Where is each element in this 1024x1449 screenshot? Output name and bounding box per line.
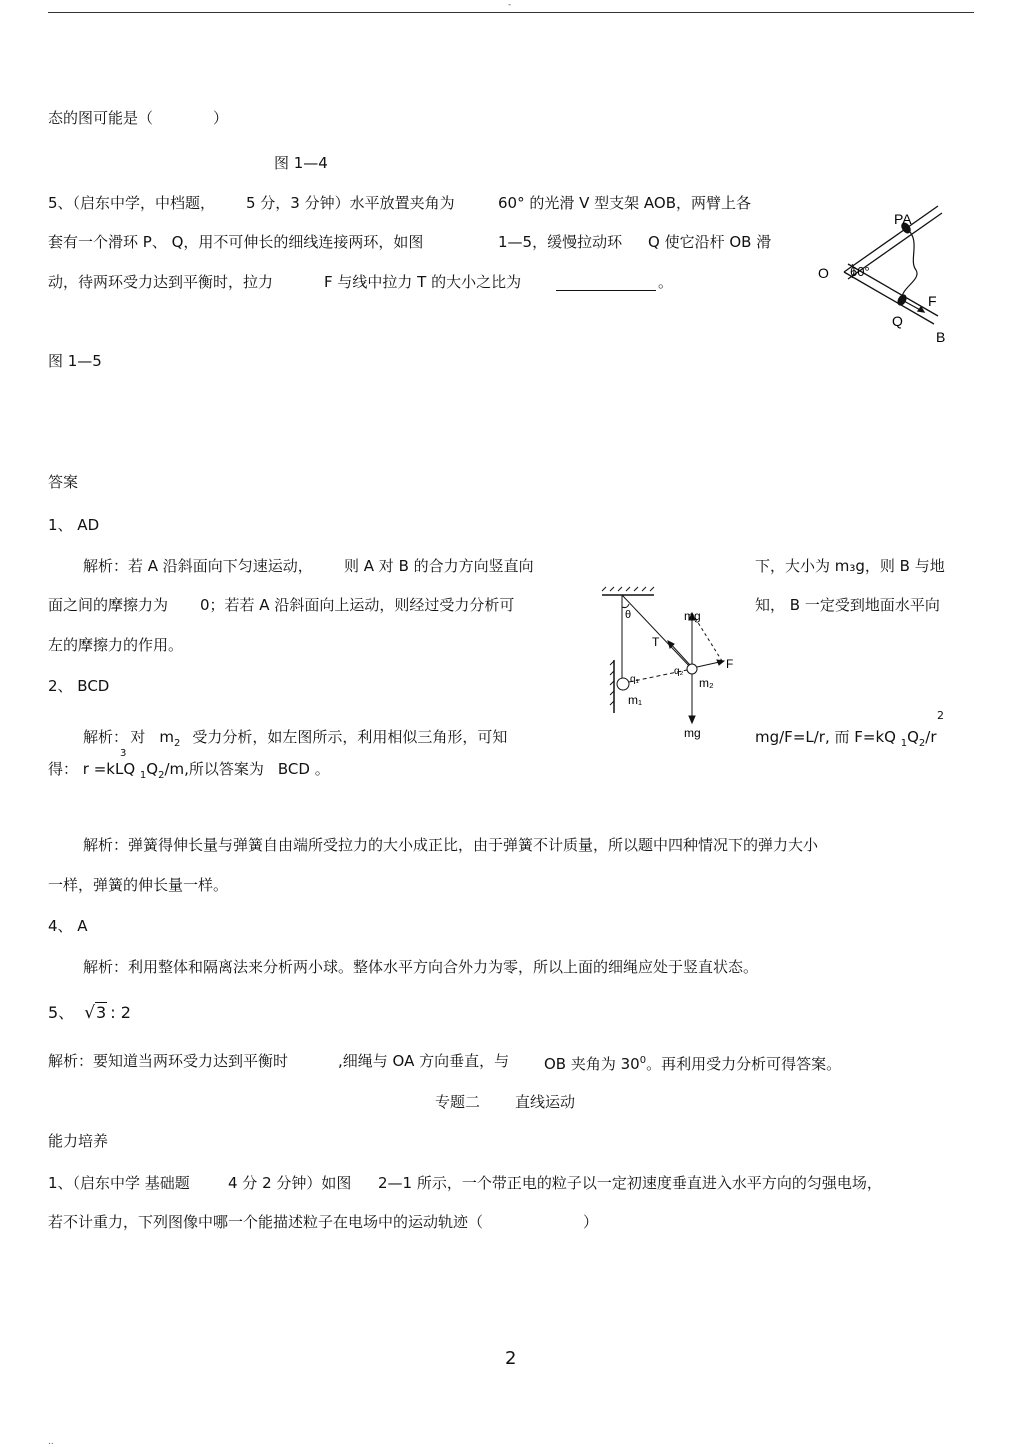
a2-exp-l2: [48, 760, 330, 785]
a2-exp-l2sub1: 1: [139, 770, 147, 781]
a5-exp-cd: [544, 1052, 841, 1073]
section2-title-a: 专题二: [435, 1093, 481, 1111]
a2-exp-l1sub: 3: [120, 748, 127, 759]
a1-exp-l2c: 知， B 一定受到地面水平向: [755, 596, 940, 614]
label-t: T: [652, 635, 660, 649]
a2-exp-l1esub: 2: [918, 738, 926, 749]
label-m2: m₂: [699, 676, 714, 690]
q4-text: 态的图可能是（: [48, 109, 154, 127]
a2-exp-l1f: /r: [925, 728, 937, 746]
a5-exp-d: 。再利用受力分析可得答案。: [646, 1055, 842, 1073]
label-m1: m₁: [628, 693, 643, 707]
section2-title-b: 直线运动: [515, 1093, 576, 1111]
q5-line2a: 套有一个滑环 P、 Q，用不可伸长的细线连接两环，如图: [48, 233, 424, 251]
label-b: B: [936, 329, 946, 345]
a2-exp-l1c: 受力分析，如左图所示，利用相似三角形，可知: [192, 728, 508, 746]
a1-exp-l2a: 面之间的摩擦力为: [48, 596, 169, 614]
a2-exp-l1-right: [755, 728, 937, 753]
answer-blank: [556, 290, 656, 291]
label-q: Q: [892, 313, 903, 329]
a3-exp-l2: 一样，弹簧的伸长量一样。: [48, 876, 229, 894]
label-60: 60°: [850, 264, 870, 279]
a4-exp: 解析：利用整体和隔离法来分析两小球。整体水平方向合外力为零，所以上面的细绳应处于竖直状态。: [83, 958, 759, 976]
s2-q1-l2: [48, 1213, 598, 1231]
q5-line2c: Q 使它沿杆 OB 滑: [648, 233, 772, 251]
header-mark: -: [508, 0, 512, 10]
label-q2: q₂: [674, 666, 684, 677]
header-rule: [48, 12, 974, 13]
a5-exp-a: 解析：要知道当两环受力达到平衡时: [48, 1052, 289, 1070]
figure-pendulum: [596, 585, 756, 745]
fig-1-5-caption: 图 1—5: [48, 352, 102, 370]
a3-exp-l1: 解析：弹簧得伸长量与弹簧自由端所受拉力的大小成正比，由于弹簧不计质量，所以题中四种情况下的弹力大小: [83, 836, 819, 854]
label-q1: q₁: [630, 674, 639, 685]
label-f: F: [928, 293, 937, 309]
a1-exp-l1c: 下，大小为 m₃g，则 B 与地: [755, 557, 945, 575]
a2-exp-l2a: 得： r =kLQ: [48, 760, 140, 778]
q4-line: [48, 109, 228, 127]
a1-exp-l3: 左的摩擦力的作用。: [48, 636, 184, 654]
q5-line3b: F 与线中拉力 T 的大小之比为: [324, 273, 522, 291]
a2-exp-l1a: 解析：: [83, 728, 129, 746]
label-mg-bot: mg: [684, 726, 701, 740]
a1-exp-l1b: 则 A 对 B 的合力方向竖直向: [344, 557, 534, 575]
sqrt-icon: √: [84, 1003, 96, 1023]
label-theta: θ: [625, 609, 632, 621]
a1-exp-l1a: 解析：若 A 沿斜面向下匀速运动，: [83, 557, 313, 575]
figure-1-5: [812, 200, 962, 350]
q5-line1a: 5、（启东中学，中档题，: [48, 194, 216, 212]
label-o: O: [818, 265, 829, 281]
label-mg-top: mg: [684, 609, 701, 623]
a5-sqrt: 3: [96, 1003, 107, 1022]
a5-exp-b: ,细绳与 OA 方向垂直，与: [338, 1052, 510, 1070]
answer-1: 1、 AD: [48, 516, 100, 534]
s2-q1-l2a: 若不计重力，下列图像中哪一个能描述粒子在电场中的运动轨迹（: [48, 1213, 484, 1231]
a2-exp-l2b: Q: [146, 760, 159, 778]
a5-exp-sup: 0: [639, 1055, 647, 1066]
section2-subtitle: 能力培养: [48, 1132, 109, 1150]
answer-2: 2、 BCD: [48, 677, 110, 695]
a2-exp-l1d: mg/F=L/r, 而 F=kQ: [755, 728, 901, 746]
q5-line2b: 1—5，缓慢拉动环: [498, 233, 623, 251]
a2-exp-sup: 2: [937, 709, 944, 722]
a2-exp-l1-left: [83, 728, 507, 763]
page-number: 2: [505, 1348, 517, 1369]
a2-exp-l2c: /m,所以答案为: [164, 760, 264, 778]
a2-exp-m2sub: 2: [174, 738, 181, 749]
s2-q1-l1c: 2—1 所示，一个带正电的粒子以一定初速度垂直进入水平方向的匀强电场，: [378, 1174, 882, 1192]
q4-paren-close: ）: [213, 109, 229, 127]
a2-exp-m2: m: [159, 728, 175, 746]
q5-line1b: 5 分，3 分钟）水平放置夹角为: [246, 194, 455, 212]
a2-exp-l2sub2: 2: [158, 770, 165, 781]
a5-rest: : 2: [110, 1003, 131, 1022]
a2-exp-l1b: 对: [130, 728, 146, 746]
q5-line1c: 60° 的光滑 V 型支架 AOB，两臂上各: [498, 194, 752, 212]
footer-mark: ..: [48, 1437, 54, 1447]
answer-4: 4、 A: [48, 917, 88, 935]
label-f-pend: F: [726, 657, 734, 671]
label-pa: PA: [894, 211, 912, 227]
s2-q1-l1a: 1、（启东中学 基础题: [48, 1174, 190, 1192]
fig-1-4-caption: 图 1—4: [274, 154, 328, 172]
a1-exp-l2b: 0；若若 A 沿斜面向上运动，则经过受力分析可: [200, 596, 515, 614]
a5-num: 5、: [48, 1003, 75, 1022]
answers-title: 答案: [48, 473, 79, 491]
q5-line3a: 动，待两环受力达到平衡时，拉力: [48, 273, 274, 291]
a2-exp-l1dsub: 1: [900, 738, 908, 749]
a2-exp-l1e: Q: [907, 728, 919, 746]
a2-exp-l2d: BCD 。: [277, 760, 330, 778]
s2-q1-l2b: ）: [583, 1213, 599, 1231]
answer-5: [48, 1004, 131, 1022]
q5-line3-end: 。: [658, 273, 674, 291]
s2-q1-l1b: 4 分 2 分钟）如图: [228, 1174, 352, 1192]
a5-exp-c: OB 夹角为 30: [544, 1055, 640, 1073]
